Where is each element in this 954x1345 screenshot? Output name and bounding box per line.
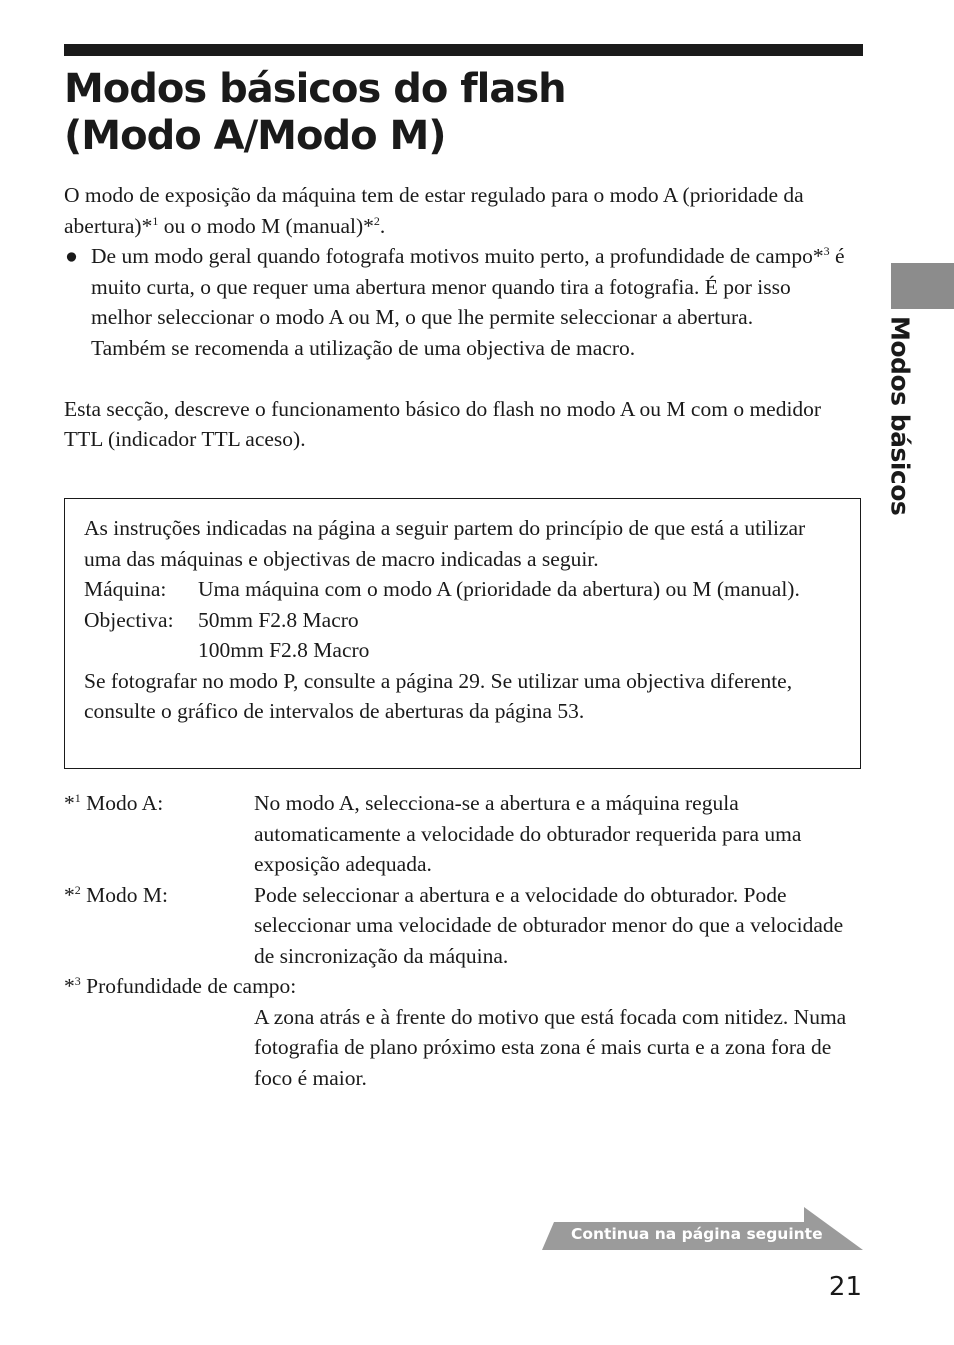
- continue-banner: [542, 1207, 863, 1250]
- top-rule: [64, 44, 863, 56]
- lens-value-1: 50mm F2.8 Macro: [198, 607, 359, 632]
- page-title-line-1: Modos básicos do flash: [64, 66, 566, 112]
- page-title: [64, 66, 566, 160]
- info-box-lead: As instruções indicadas na página a seguir partem do princípio de que está a utilizar uma das máquinas e objectivas de macro indicadas a seguir.: [84, 516, 806, 571]
- footnote-1: *$^1$ Modo A: No modo A, selecciona-se a abertura e a máquina regula automaticamente a velocidade do obturador requerida para uma exposição adequada.: [64, 791, 802, 876]
- camera-label: Máquina:: [84, 577, 167, 601]
- section-description: Esta secção, descreve o funcionamento básico do flash no modo A ou M com o medidor TTL (indicador TTL aceso).: [64, 396, 822, 451]
- footnote-3: *$^3$ Profundidade de campo: A zona atrás e à frente do motivo que está focada com nitidez. Numa fotografia de plano próximo esta zona é mais curta e a zona fora de foco é maior.: [64, 974, 847, 1090]
- info-box-footer: Se fotografar no modo P, consulte a página 29. Se utilizar uma objectiva diferente, consulte o gráfico de intervalos de aberturas da página 53.: [84, 668, 793, 723]
- camera-row: [84, 574, 842, 605]
- bullet-icon: ●: [65, 244, 78, 268]
- bullet-extra: Também se recomenda a utilização de uma objectiva de macro.: [91, 335, 636, 360]
- lens-row: [84, 605, 842, 666]
- section-tab-marker: [891, 263, 954, 309]
- section-tab-label: Modos básicos: [885, 316, 915, 516]
- page-number: 21: [828, 1272, 862, 1302]
- camera-value: Uma máquina com o modo A (prioridade da abertura) ou M (manual).: [198, 577, 800, 601]
- lens-value-2: 100mm F2.8 Macro: [198, 638, 370, 662]
- intro-section: [64, 180, 854, 455]
- intro-paragraph: O modo de exposição da máquina tem de estar regulado para o modo A (prioridade da abertura)*$^1$ ou o modo M (manual)*$^2$.: [64, 183, 804, 238]
- footnote-2: *$^2$ Modo M: Pode seleccionar a abertura e a velocidade do obturador. Pode seleccionar uma velocidade de obturador menor do que a velocidade de sincronização da máquina.: [64, 882, 844, 968]
- footnotes: [64, 788, 854, 1093]
- page-title-line-2: (Modo A/Modo M): [64, 113, 446, 159]
- lens-label: Objectiva:: [84, 607, 174, 632]
- info-box: [64, 498, 861, 769]
- bullet-item: ● De um modo geral quando fotografa motivos muito perto, a profundidade de campo*$^3$ é muito curta, o que requer uma abertura menor quando tira a fotografia. É por isso melhor seleccionar o modo A ou M, o que lhe permite seleccionar a abertura. Também se recomenda a utilização de uma objectiva de macro.: [64, 241, 854, 363]
- continue-label: Continua na página seguinte: [571, 1225, 823, 1243]
